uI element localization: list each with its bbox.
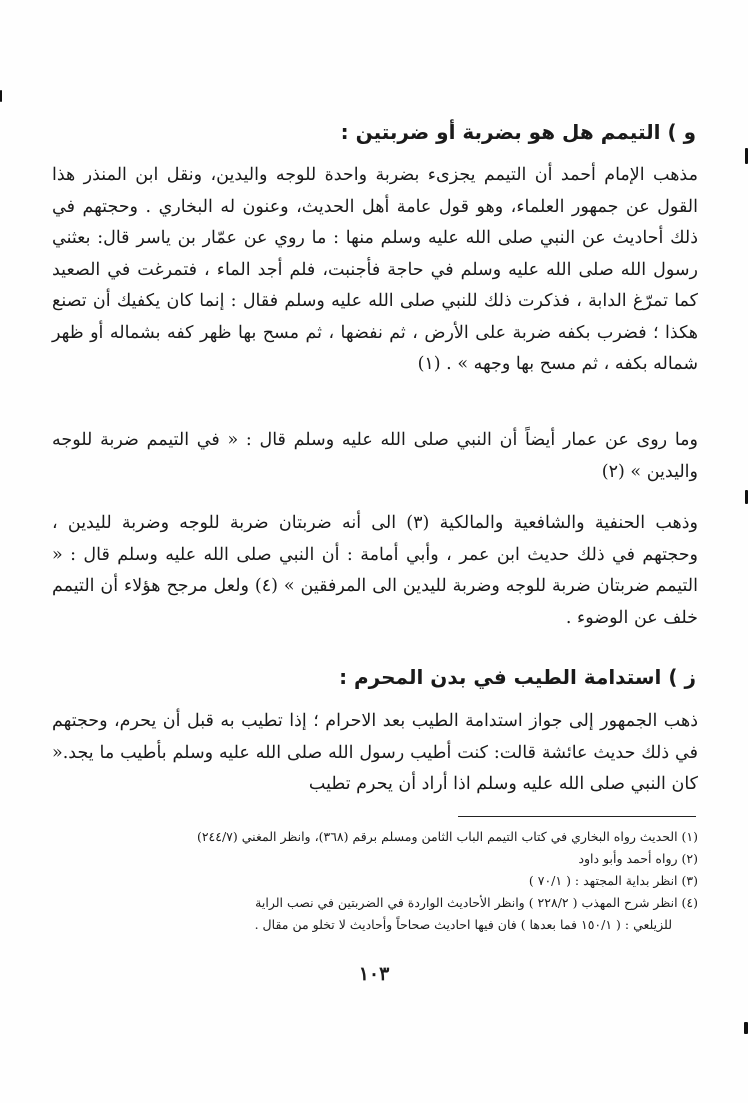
footnote-item: (٢) رواه أحمد وأبو داود xyxy=(578,851,698,866)
footnote-item: (٤) انظر شرح المهذب ( ٢٢٨/٢ ) وانظر الأحاديث الواردة في الضربتين في نصب الراية xyxy=(255,895,698,910)
footnote-item-continuation: للزيلعي : ( ١٥٠/١ فما بعدها ) فان فيها احاديث صحاحاً وأحاديث لا تخلو من مقال . xyxy=(254,917,672,932)
footnote-item: (٣) انظر بداية المجتهد : ( ٧٠/١ ) xyxy=(528,873,698,888)
footnote-item: (١) الحديث رواه البخاري في كتاب التيمم الباب الثامن ومسلم برقم (٣٦٨)، وانظر المغني (٢٤٤/٧) xyxy=(196,829,698,844)
page-number: ١٠٣ xyxy=(358,963,390,985)
body-paragraph: ذهب الجمهور إلى جواز استدامة الطيب بعد الاحرام ؛ إذا تطيب به قبل أن يحرم، وحجتهم في ذلك حديث عائشة قالت: كنت أطيب رسول الله صلى الله عليه وسلم بأطيب ما يجد.« كان النبي صلى الله عليه وسلم اذا أراد أن يحرم تطيب xyxy=(52,711,698,794)
section-heading-tayammum-strikes: و ) التيمم هل هو بضربة أو ضربتين : xyxy=(340,120,696,144)
scan-speck xyxy=(744,1022,748,1034)
section-heading-perfume-ihram: ز ) استدامة الطيب في بدن المحرم : xyxy=(339,665,696,689)
body-paragraph: مذهب الإمام أحمد أن التيمم يجزىء بضربة واحدة للوجه واليدين، ونقل ابن المنذر هذا القول عن جمهور العلماء، وهو قول عامة أهل الحديث، وعنون له البخاري . وحجتهم في ذلك أحاديث عن النبي صلى الله عليه وسلم منها : ما روي عن عمّار بن ياسر قال: بعثني رسول الله صلى الله عليه وسلم في حاجة فأجنبت، فلم أجد الماء ، فتمرغت في الصعيد كما تمرّغ الدابة ، فذكرت ذلك للنبي صلى الله عليه وسلم فقال : إنما كان يكفيك أن تصنع هكذا ؛ فضرب بكفه ضربة على الأرض ، ثم نفضها ، ثم مسح بها ظهر كفه بشماله أو ظهر شماله بكفه ، ثم مسح بها وجهه » . (١) xyxy=(52,165,698,374)
body-paragraph: وذهب الحنفية والشافعية والمالكية (٣) الى أنه ضربتان ضربة للوجه وضربة لليدين ، وحجتهم في ذلك حديث ابن عمر ، وأبي أمامة : أن النبي صلى الله عليه وسلم قال : « التيمم ضربتان ضربة للوجه وضربة لليدين الى المرفقين » (٤) ولعل مرجح هؤلاء أن التيمم خلف عن الوضوء . xyxy=(52,513,698,628)
body-paragraph: وما روى عن عمار أيضاً أن النبي صلى الله عليه وسلم قال : « في التيمم ضربة للوجه واليدين » (٢) xyxy=(52,430,698,482)
footnote-separator xyxy=(458,816,696,817)
footnotes xyxy=(52,826,698,936)
scan-speck xyxy=(0,90,2,102)
